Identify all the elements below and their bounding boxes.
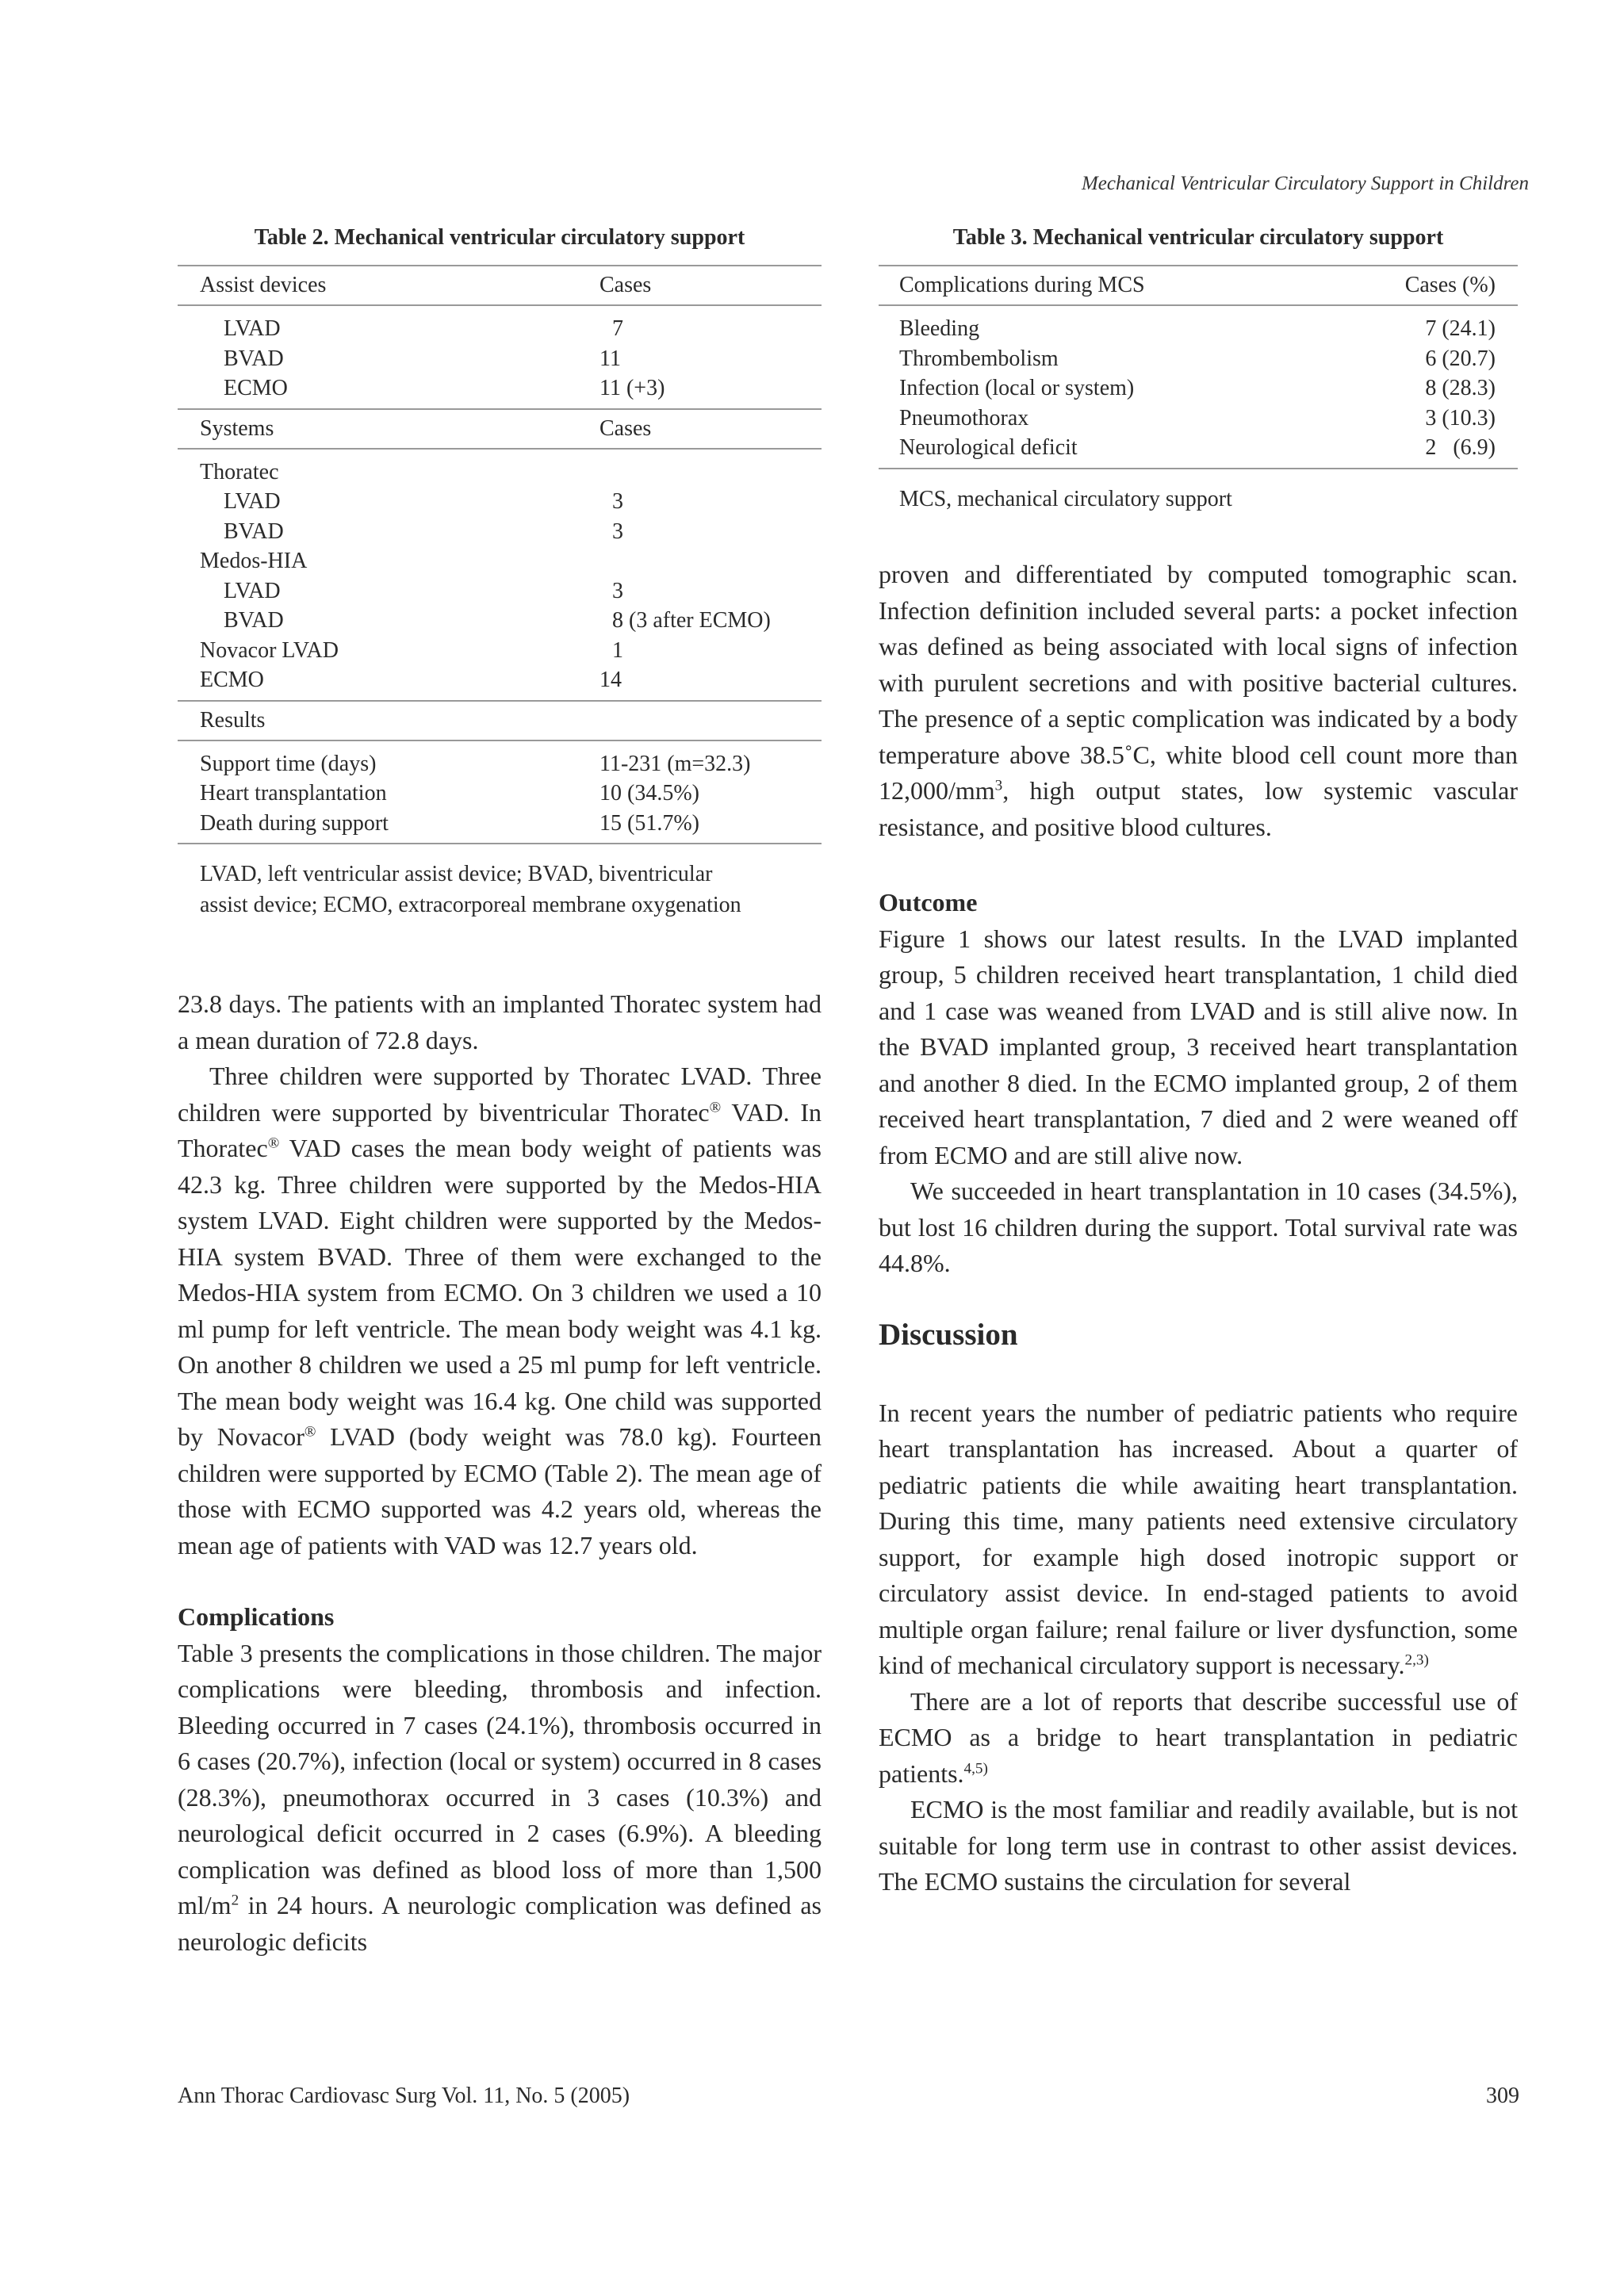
table-row: BVAD 8 (3 after ECMO) — [224, 608, 771, 633]
table-row: LVAD 3 — [224, 489, 623, 514]
table-row: Results — [178, 701, 822, 740]
table-row: Neurological deficit 2 (6.9) — [879, 433, 1518, 469]
table-row: ECMO 11 (+3) — [178, 373, 822, 409]
table-row: BVAD 11 — [224, 346, 621, 371]
right-column-text — [879, 557, 1518, 1900]
paragraph: We succeeded in heart transplantation in 10 cases (34.5%), but lost 16 children during the support. Total survival rate was 44.8%. — [879, 1177, 1518, 1277]
section-heading-discussion: Discussion — [879, 1317, 1018, 1352]
table-2-title: Table 2. Mechanical ventricular circulatory support — [254, 225, 745, 250]
section-heading-outcome: Outcome — [879, 888, 978, 916]
table-row: Thrombembolism 6 (20.7) — [899, 346, 1496, 371]
table-3-title: Table 3. Mechanical ventricular circulatory support — [952, 225, 1444, 250]
paragraph: Table 3 presents the complications in those children. The major complications were bleeding, thrombosis and infection. Bleeding occurred in 7 cases (24.1%), thrombosis occurred in 6 cases (20.7%), infection (local or system) occurred in 8 cases (28.3%), pneumothorax occurred in 3 cases (10.3%) and neurological deficit occurred in 2 cases (6.9%). A bleeding complication was defined as blood loss of more than 1,500 $ml/m^2$ in 24 hours. A neurologic complication was defined as neurologic deficits — [178, 1638, 822, 1956]
running-header: Mechanical Ventricular Circulatory Support in Children — [1081, 173, 1529, 194]
paragraph: ECMO is the most familiar and readily available, but is not suitable for long term use in contrast to other assist devices. The ECMO sustains the circulation for several — [879, 1795, 1518, 1896]
paragraph: proven and differentiated by computed tomographic scan. Infection definition included several parts: a pocket infection was defined as being associated with local signs of infection with purulent secretions and with positive bacterial cultures. The presence of a septic complication was indicated by a body temperature above 38.5˚C, white blood cell count more than $12,000/mm^3$, high output states, low systemic vascular resistance, and positive blood cultures. — [879, 560, 1518, 841]
section-heading-complications: Complications — [178, 1602, 335, 1631]
table-row: Support time (days) 11-231 (m=32.3) — [200, 751, 751, 776]
table-row: Bleeding 7 (24.1) — [899, 316, 1496, 341]
table-3 — [879, 225, 1518, 515]
table-row: BVAD 3 — [224, 519, 623, 544]
table-row: Assist devices Cases — [178, 266, 822, 305]
table-row: Medos-HIA — [200, 549, 308, 573]
table-row: LVAD 3 — [224, 578, 623, 603]
paragraph: Figure 1 shows our latest results. In the LVAD implanted group, 5 children received heart transplantation, 1 child died and 1 case was weaned from LVAD and is still alive now. In the BVAD implanted group, 3 received heart transplantation and another 8 died. In the ECMO implanted group, 2 of them received heart transplantation, 7 died and 2 were weaned off from ECMO and are still alive now. — [879, 924, 1518, 1169]
table-row: Complications during MCS Cases (%) — [879, 266, 1518, 305]
journal-citation: Ann Thorac Cardiovasc Surg Vol. 11, No. 5 (2005) — [178, 2084, 630, 2108]
table-row: Novacor LVAD 1 — [200, 637, 623, 663]
table-row: Systems Cases — [178, 409, 822, 449]
table-2-grid — [178, 265, 822, 844]
paragraph: 23.8 days. The patients with an implanted Thoratec system had a mean duration of 72.8 days. — [178, 989, 822, 1054]
table-row: Death during support 15 (51.7%) — [178, 809, 822, 844]
table-row: Heart transplantation 10 (34.5%) — [200, 781, 699, 806]
page-number: 309 — [1486, 2084, 1519, 2108]
table-2-footnote: LVAD, left ventricular assist device; BVAD, biventricular assist device; ECMO, extracorporeal membrane oxygenation — [200, 862, 741, 917]
table-row: Thoratec — [200, 459, 279, 484]
paragraph: There are a lot of reports that describe successful use of ECMO as a bridge to heart transplantation in pediatric patients.$^{4,5)}$ — [879, 1686, 1518, 1788]
paragraph: In recent years the number of pediatric patients who require heart transplantation has increased. About a quarter of pediatric patients die while awaiting heart transplantation. During this time, many patients need extensive circulatory support, for example high dosed inotropic support or circulatory assist device. In end-staged patients to avoid multiple organ failure; renal failure or liver dysfunction, some kind of mechanical circulatory support is necessary.$^{2,3)}$ — [879, 1398, 1518, 1679]
table-row: LVAD 7 — [224, 316, 623, 341]
paragraph: Three children were supported by Thoratec LVAD. Three children were supported by biventricular Thoratec® VAD. In Thoratec® VAD cases the mean body weight of patients was 42.3 kg. Three children were supported by the Medos-HIA system LVAD. Eight children were supported by the Medos-HIA system BVAD. Three of them were exchanged to the Medos-HIA system from ECMO. On 3 children we used a 10 ml pump for left ventricle. The mean body weight was 4.1 kg. On another 8 children we used a 25 ml pump for left ventricle. The mean body weight was 16.4 kg. One child was supported by Novacor® LVAD (body weight was 78.0 kg). Fourteen children were supported by ECMO (Table 2). The mean age of those with ECMO supported was 4.2 years old, whereas the mean age of patients with VAD was 12.7 years old. — [178, 1062, 822, 1559]
table-3-grid — [879, 265, 1518, 469]
table-row: ECMO 14 — [178, 665, 822, 701]
table-2 — [178, 225, 822, 920]
table-row: Pneumothorax 3 (10.3) — [899, 405, 1496, 430]
table-row: Infection (local or system) 8 (28.3) — [899, 376, 1496, 400]
left-column-text — [178, 986, 822, 1960]
table-3-footnote: MCS, mechanical circulatory support — [899, 486, 1232, 511]
